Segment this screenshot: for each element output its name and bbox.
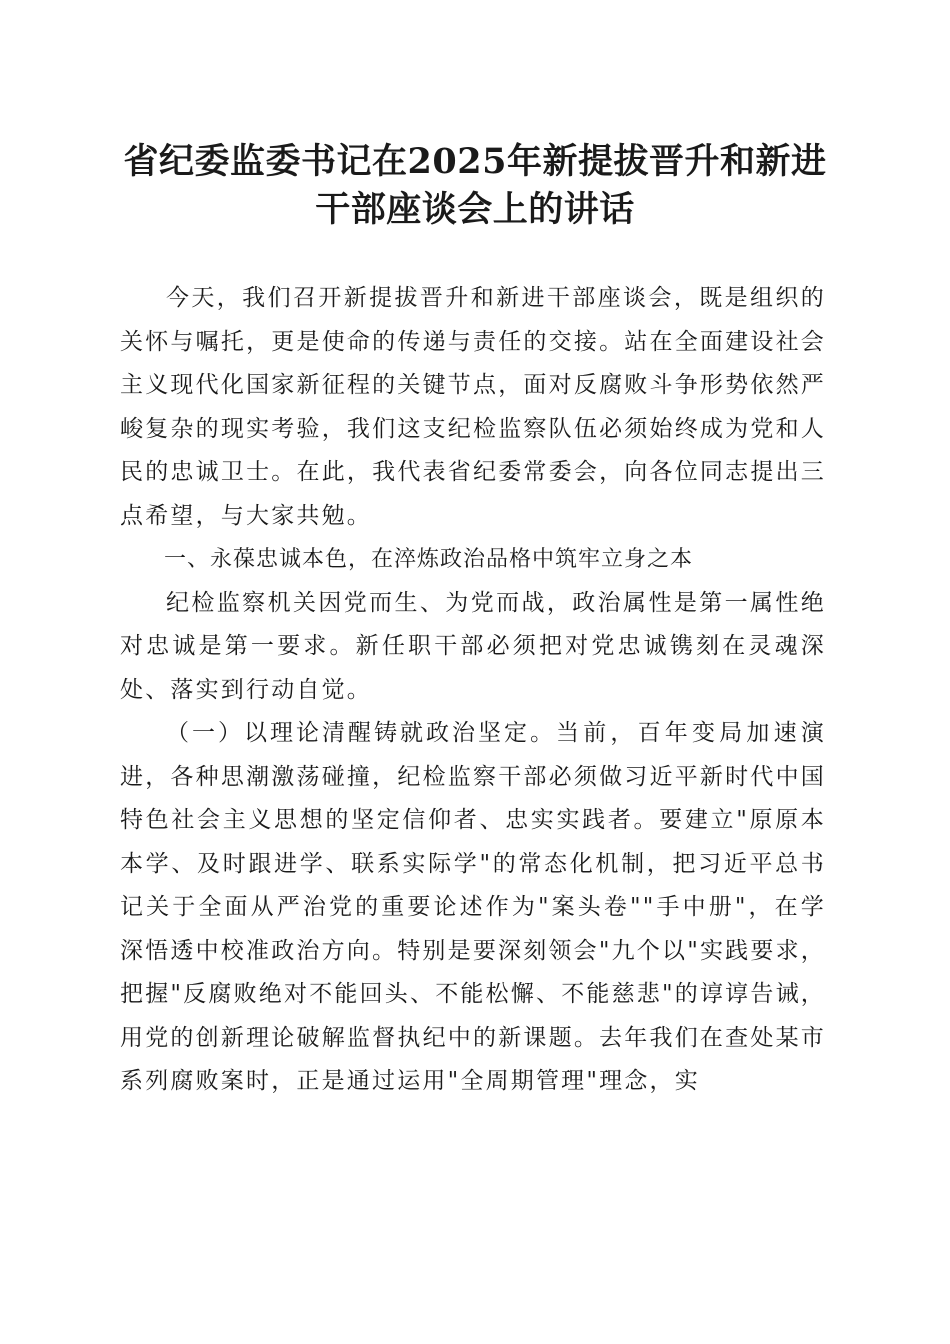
subsection-1-lead: （一）以理论清醒铸就政治坚定。 — [166, 720, 556, 746]
document-title — [100, 138, 850, 234]
section-1-heading: 一、永葆忠诚本色，在淬炼政治品格中筑牢立身之本 — [164, 547, 694, 572]
intro-paragraph: 今天，我们召开新提拔晋升和新进干部座谈会，既是组织的关怀与嘱托，更是使命的传递与责任的交接。站在全面建设社会主义现代化国家新征程的关键节点，面对反腐败斗争形势依然严峻复杂的现实考验，我们这支纪检监察队伍必须始终成为党和人民的忠诚卫士。在此，我代表省纪委常委会，向各位同志提出三点希望，与大家共勉。 — [120, 285, 826, 529]
section-1-paragraph: 纪检监察机关因党而生、为党而战，政治属性是第一属性绝对忠诚是第一要求。新任职干部必须把对党忠诚镌刻在灵魂深处、落实到行动自觉。 — [120, 589, 826, 703]
title-line-2: 干部座谈会上的讲话 — [315, 189, 635, 230]
subsection-1-text: 当前，百年变局加速演进，各种思潮激荡碰撞，纪检监察干部必须做习近平新时代中国特色社会主义思想的坚定信仰者、忠实实践者。要建立"原原本本学、及时跟进学、联系实际学"的常态化机制，把习近平总书记关于全面从严治党的重要论述作为"案头卷""手中册"，在学深悟透中校准政治方向。特别是要深刻领会"九个以"实践要求，把握"反腐败绝对不能回头、不能松懈、不能慈悲"的谆谆告诫，用党的创新理论破解监督执纪中的新课题。去年我们在查处某市系列腐败案时，正是通过运用"全周期管理"理念，实 — [120, 720, 826, 1094]
title-line-1: 省纪委监委书记在2025年新提拔晋升和新进 — [123, 141, 827, 182]
document-body — [120, 277, 826, 1104]
subsection-1-paragraph — [120, 712, 826, 1104]
